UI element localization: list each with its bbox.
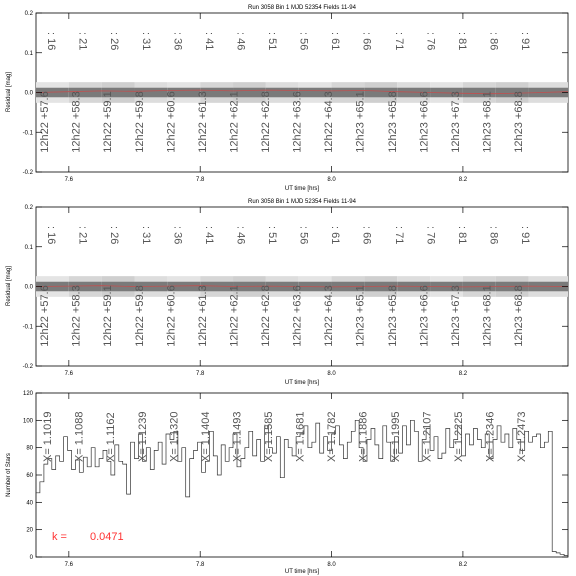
dec-label: : 31 — [140, 32, 153, 51]
ra-label: 12h22 +62.1 — [228, 285, 241, 347]
dec-label: : 91 — [519, 226, 532, 245]
ra-label: 12h23 +66.6 — [418, 285, 431, 347]
ra-label: 12h22 +57.6 — [38, 285, 51, 347]
x-tick-label: 8.0 — [327, 371, 336, 377]
dec-label: : 16 — [44, 32, 57, 51]
ra-label: 12h22 +63.6 — [291, 285, 304, 347]
dec-label: : 31 — [140, 226, 153, 245]
dec-label: : 36 — [171, 226, 184, 245]
dec-label: : 51 — [266, 32, 279, 51]
airmass-label: X= 1.2107 — [421, 411, 434, 462]
ra-label: 12h22 +60.6 — [165, 285, 178, 347]
dec-label: : 21 — [76, 226, 89, 245]
dec-label: : 51 — [266, 226, 279, 245]
panel-2-xlabel: UT time [hrs] — [284, 380, 320, 386]
ra-label: 12h23 +68.8 — [513, 285, 526, 347]
panel-3-ylabel: Number of Stars — [6, 453, 12, 497]
ra-label: 12h23 +65.1 — [354, 285, 367, 347]
airmass-label: X= 1.1019 — [41, 411, 54, 462]
y-tick-label: 0.1 — [24, 244, 33, 251]
x-tick-label: 8.0 — [327, 562, 336, 568]
dec-label: : 16 — [44, 226, 57, 245]
dec-label: : 56 — [297, 32, 310, 51]
ra-label: 12h22 +62.1 — [228, 91, 241, 153]
x-tick-label: 8.2 — [458, 177, 468, 183]
dec-label: : 86 — [487, 32, 500, 51]
y-tick-label: 0.2 — [24, 205, 33, 211]
y-tick-label: 0.0 — [24, 284, 33, 291]
y-tick-label: 80 — [26, 445, 33, 452]
ra-label: 12h22 +64.3 — [323, 91, 336, 153]
dec-label: : 26 — [107, 226, 120, 245]
y-tick-label: 0.0 — [24, 90, 33, 97]
ra-label: 12h22 +59.1 — [101, 91, 114, 153]
dec-label: : 76 — [424, 226, 437, 245]
airmass-label: X= 1.2346 — [484, 411, 497, 462]
airmass-label: X= 1.1886 — [357, 411, 370, 462]
airmass-label: X= 1.1681 — [294, 411, 307, 462]
panel-1-ylabel: Residual [mag] — [6, 71, 12, 113]
ra-label: 12h23 +65.8 — [386, 91, 399, 153]
airmass-label: X= 1.2225 — [452, 411, 465, 462]
x-tick-label: 8.2 — [458, 562, 468, 568]
y-tick-label: -0.1 — [22, 324, 33, 331]
panel-1-xlabel: UT time [hrs] — [284, 186, 320, 192]
ra-label: 12h22 +63.6 — [291, 91, 304, 153]
airmass-label: X= 1.1162 — [104, 412, 117, 462]
panel-1-title: Run 3058 Bin 1 MJD 52354 Fields 11-94 — [248, 5, 356, 11]
ra-label: 12h22 +58.3 — [70, 285, 83, 347]
ra-label: 12h22 +62.8 — [260, 91, 273, 153]
dec-label: : 76 — [424, 32, 437, 51]
dec-label: : 36 — [171, 32, 184, 51]
ra-label: 12h22 +59.8 — [134, 91, 147, 153]
x-tick-label: 8.0 — [327, 177, 336, 183]
dec-label: : 46 — [234, 226, 247, 245]
airmass-label: X= 1.1995 — [389, 411, 402, 462]
x-tick-label: 7.8 — [196, 562, 205, 568]
dec-label: : 66 — [360, 32, 373, 51]
airmass-label: X= 1.2473 — [516, 411, 529, 462]
x-tick-label: 7.6 — [64, 177, 74, 183]
dec-label: : 26 — [107, 32, 120, 51]
airmass-label: X= 1.1088 — [73, 411, 86, 462]
x-tick-label: 7.6 — [64, 562, 74, 568]
airmass-label: X= 1.1320 — [168, 411, 181, 462]
ra-label: 12h22 +59.8 — [134, 285, 147, 347]
y-tick-label: -0.2 — [22, 364, 33, 370]
dec-label: : 81 — [455, 32, 468, 51]
ra-label: 12h23 +67.3 — [449, 285, 462, 347]
dec-label: : 21 — [76, 32, 89, 51]
airmass-label: X= 1.1585 — [263, 411, 276, 462]
dec-label: : 61 — [329, 226, 342, 245]
ra-label: 12h22 +59.1 — [101, 285, 114, 347]
y-tick-label: -0.2 — [22, 170, 33, 176]
y-tick-label: -0.1 — [22, 130, 33, 137]
airmass-label: X= 1.1404 — [200, 411, 213, 462]
ra-label: 12h22 +57.6 — [38, 91, 51, 153]
dec-label: : 61 — [329, 32, 342, 51]
x-tick-label: 7.8 — [196, 371, 205, 377]
ra-label: 12h22 +64.3 — [323, 285, 336, 347]
dec-label: : 46 — [234, 32, 247, 51]
y-tick-label: 0.1 — [24, 50, 33, 57]
ra-label: 12h22 +60.6 — [165, 91, 178, 153]
ra-label: 12h22 +61.3 — [197, 285, 210, 347]
airmass-label: X= 1.1782 — [326, 411, 339, 462]
ra-label: 12h22 +62.8 — [260, 285, 273, 347]
ra-label: 12h23 +68.1 — [481, 91, 494, 153]
ra-label: 12h23 +65.1 — [354, 91, 367, 153]
ra-label: 12h22 +58.3 — [70, 91, 83, 153]
airmass-label: X= 1.1239 — [137, 411, 150, 462]
panel-2-ylabel: Residual [mag] — [6, 265, 12, 307]
y-tick-label: 120 — [22, 391, 33, 397]
y-tick-label: 0 — [29, 555, 33, 561]
dec-label: : 71 — [392, 226, 405, 245]
x-tick-label: 7.6 — [64, 371, 74, 377]
ra-label: 12h23 +67.3 — [449, 91, 462, 153]
airmass-label: X= 1.1493 — [231, 411, 244, 462]
ra-label: 12h22 +61.3 — [197, 91, 210, 153]
y-tick-label: 20 — [26, 527, 33, 534]
dec-label: : 66 — [360, 226, 373, 245]
dec-label: : 91 — [519, 32, 532, 51]
dec-label: : 41 — [203, 226, 216, 245]
dec-label: : 86 — [487, 226, 500, 245]
ra-label: 12h23 +68.8 — [513, 91, 526, 153]
ra-label: 12h23 +68.1 — [481, 285, 494, 347]
dec-label: : 81 — [455, 226, 468, 245]
dec-label: : 41 — [203, 32, 216, 51]
dec-label: : 56 — [297, 226, 310, 245]
x-tick-label: 7.8 — [196, 177, 205, 183]
y-tick-label: 40 — [26, 500, 33, 507]
y-tick-label: 60 — [26, 473, 33, 479]
dec-label: : 71 — [392, 32, 405, 51]
y-tick-label: 100 — [22, 418, 33, 425]
panel-3-xlabel: UT time [hrs] — [284, 569, 320, 575]
k-value: 0.0471 — [90, 531, 124, 543]
ra-label: 12h23 +65.8 — [386, 285, 399, 347]
y-tick-label: 0.2 — [24, 11, 33, 17]
k-label: k = — [52, 531, 67, 543]
panel-2-title: Run 3058 Bin 1 MJD 52354 Fields 11-94 — [248, 199, 356, 205]
x-tick-label: 8.2 — [458, 371, 468, 377]
ra-label: 12h23 +66.6 — [418, 91, 431, 153]
